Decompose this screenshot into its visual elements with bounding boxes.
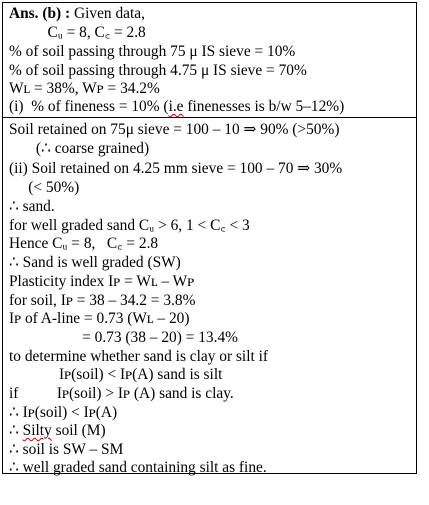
- therefore-ip-line: ∴ Iᴘ(soil) < Iᴘ(A): [9, 404, 118, 421]
- conclusion-line: ∴ well graded sand containing silt as fine.: [9, 459, 267, 476]
- silty-soil-line: ∴ Silty soil (M): [9, 422, 106, 439]
- retained-425-line: (ii) Soil retained on 4.25 mm sieve = 100 – 70 ⇒ 30%: [9, 160, 343, 177]
- passing-475-line: % of soil passing through 4.75 μ IS sieve = 70%: [9, 62, 307, 79]
- less-than-50-line: (< 50%): [9, 179, 80, 196]
- well-graded-criteria-line: for well graded sand Cᵤ > 6, 1 < C꜀ < 3: [9, 217, 250, 234]
- passing-75-line: % of soil passing through 75 μ IS sieve = 10%: [9, 43, 296, 60]
- soil-ip-line: for soil, Iᴘ = 38 – 34.2 = 3.8%: [9, 292, 196, 309]
- given-data-text: Given data,: [70, 5, 145, 22]
- coarse-grained-line: (∴ coarse grained): [9, 140, 150, 157]
- sand-line: ∴ sand.: [9, 198, 55, 215]
- sw-line: ∴ Sand is well graded (SW): [9, 254, 181, 271]
- limits-line: Wʟ = 38%, Wᴘ = 34.2%: [9, 80, 160, 97]
- answer-label: Ans. (b) :: [9, 5, 71, 22]
- a-line-value-line: = 0.73 (38 – 20) = 13.4%: [9, 329, 238, 346]
- silt-condition-line: Iᴘ(soil) < Iᴘ(A) sand is silt: [9, 366, 223, 383]
- spellcheck-word: i.e: [168, 98, 184, 115]
- sw-sm-line: ∴ soil is SW – SM: [9, 441, 124, 458]
- answer-heading-line: [9, 4, 145, 23]
- answer-box: [2, 2, 417, 474]
- retained-75-line: Soil retained on 75μ sieve = 100 – 10 ⇒ 90% (>50%): [9, 121, 340, 138]
- coefficients-line: Cᵤ = 8, C꜀ = 2.8: [9, 24, 146, 41]
- a-line-formula-line: Iᴘ of A-line = 0.73 (Wʟ – 20): [9, 310, 190, 327]
- clay-condition-line: if Iᴘ(soil) > Iᴘ (A) sand is clay.: [9, 385, 234, 402]
- section-divider: [3, 117, 416, 118]
- hence-line: Hence Cᵤ = 8, C꜀ = 2.8: [9, 235, 159, 252]
- fineness-line: (i) % of fineness = 10% (i.e finenesses is b/w 5–12%): [9, 98, 345, 115]
- spellcheck-word: Silty: [22, 422, 52, 439]
- determine-line: to determine whether sand is clay or silt if: [9, 348, 269, 365]
- plasticity-index-line: Plasticity index Iᴘ = Wʟ – Wᴘ: [9, 273, 195, 290]
